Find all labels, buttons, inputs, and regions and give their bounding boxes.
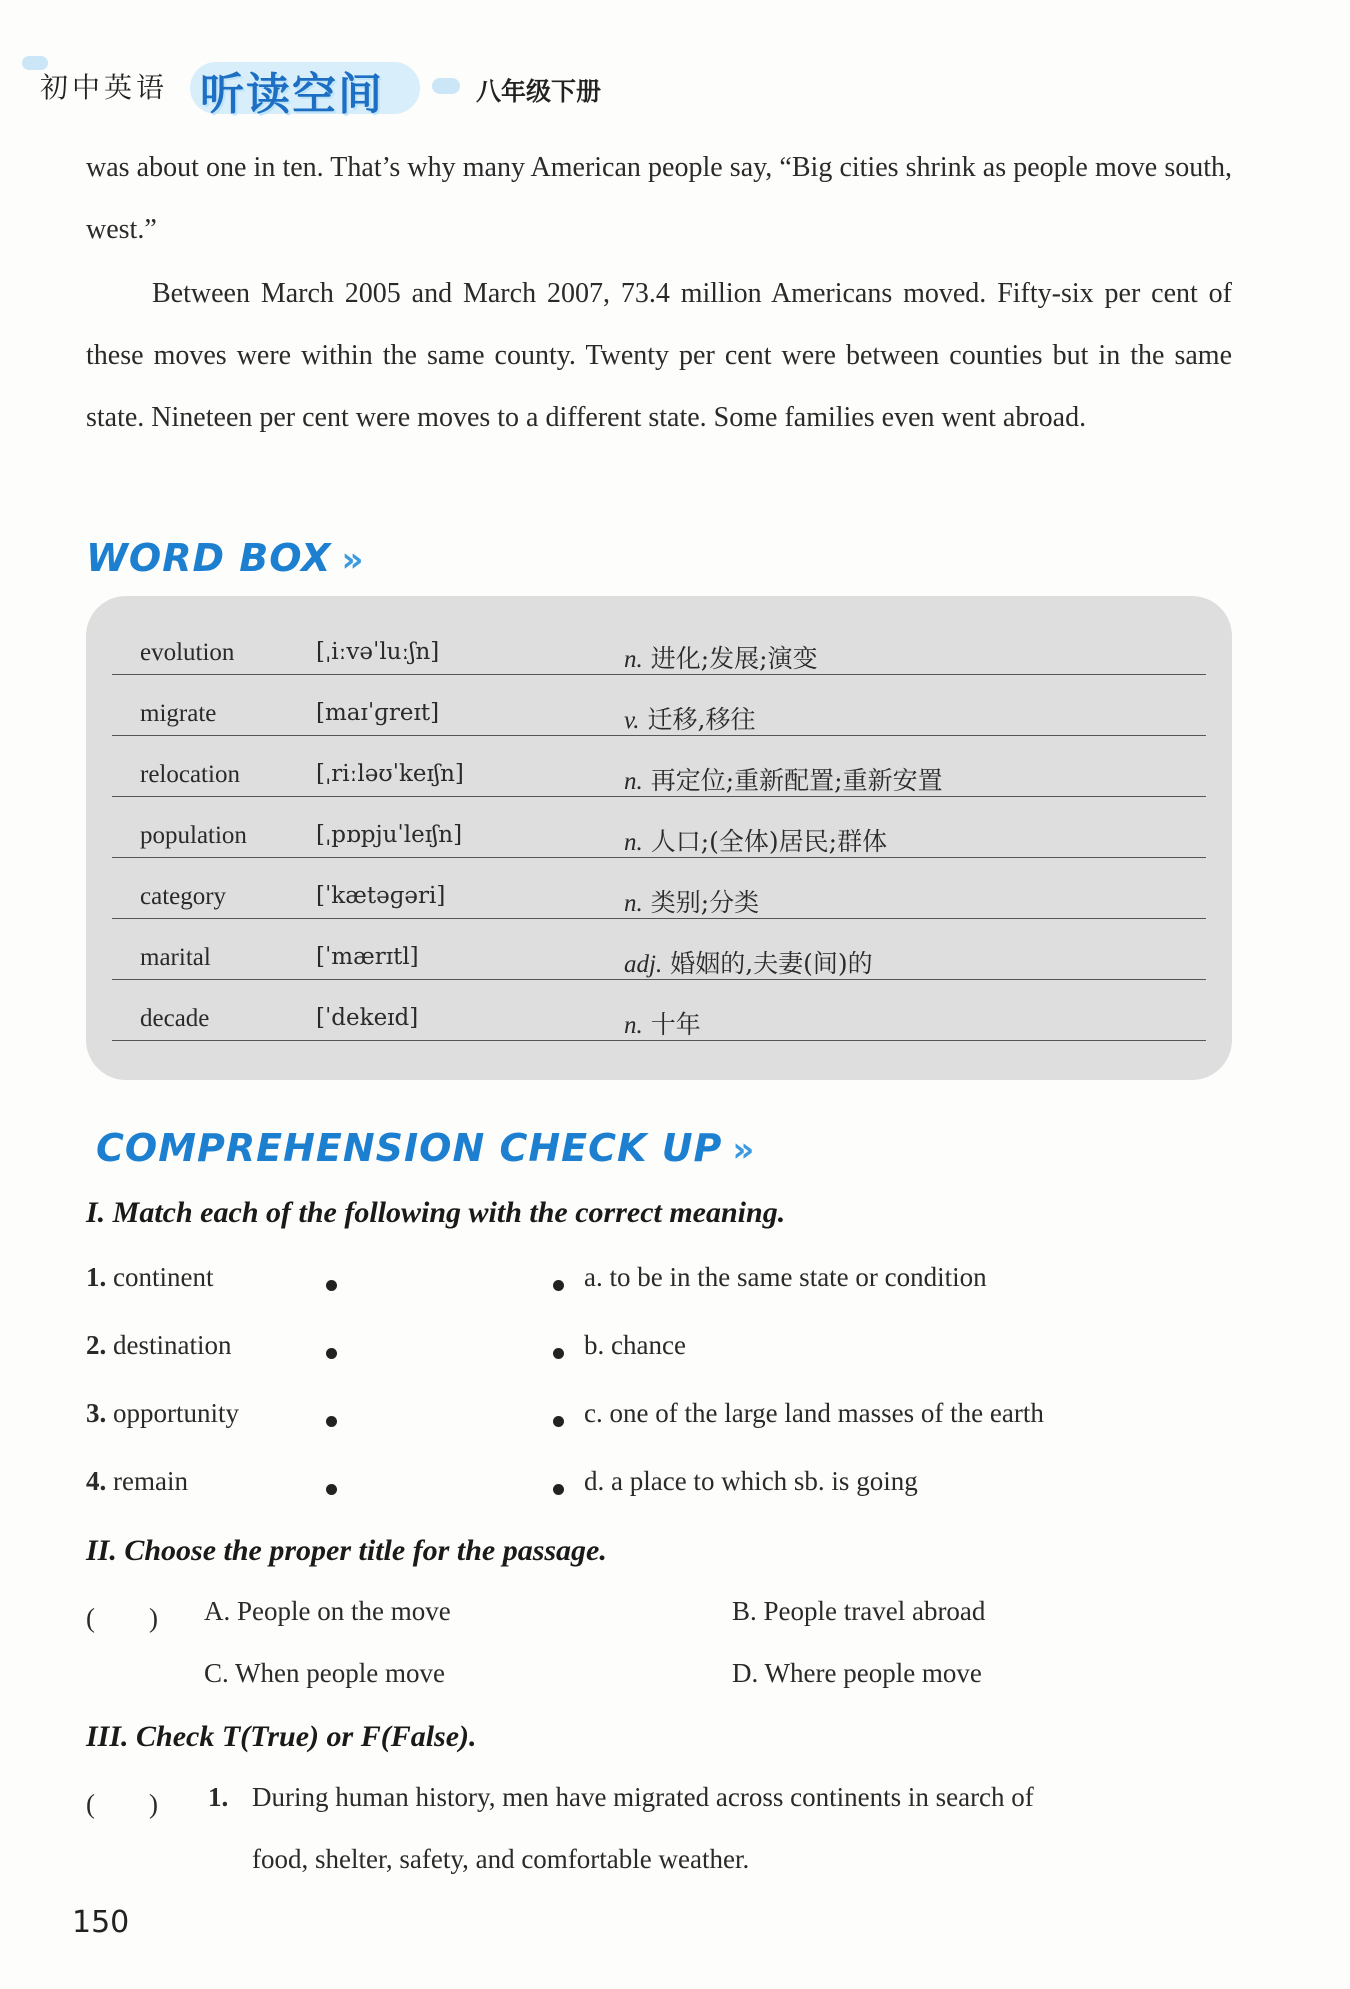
- match-dot-right[interactable]: [553, 1484, 564, 1495]
- item-text: remain: [113, 1466, 188, 1496]
- match-dot-right[interactable]: [553, 1348, 564, 1359]
- word: decade: [140, 1005, 210, 1032]
- word: population: [140, 822, 247, 849]
- word: marital: [140, 944, 211, 971]
- item-text: to be in the same state or condition: [609, 1262, 987, 1292]
- match-dot-left[interactable]: [326, 1484, 337, 1495]
- item-letter: c.: [584, 1398, 603, 1428]
- meaning: 婚姻的,夫妻(间)的: [670, 949, 873, 978]
- chevron-right-icon: »: [732, 1130, 756, 1170]
- phonetic: [ˈmærɪtl]: [316, 944, 419, 970]
- word-box-heading-text: WORD BOX: [86, 536, 332, 580]
- chevron-right-icon: »: [341, 540, 365, 580]
- match-right-item: [584, 1330, 686, 1361]
- match-dot-left[interactable]: [326, 1348, 337, 1359]
- match-dot-left[interactable]: [326, 1416, 337, 1427]
- word-entry: [112, 918, 1206, 980]
- part-of-speech: n.: [624, 890, 643, 917]
- comprehension-heading: [96, 1126, 755, 1170]
- match-right-item: [584, 1398, 1044, 1429]
- part-of-speech: n.: [624, 1012, 643, 1039]
- meaning: 类别;分类: [650, 888, 760, 917]
- match-left-item: [86, 1398, 239, 1429]
- word-box-heading: [86, 536, 364, 580]
- match-right-item: [584, 1466, 918, 1497]
- comprehension-heading-text: COMPREHENSION CHECK UP: [96, 1126, 723, 1170]
- item-text: destination: [113, 1330, 232, 1360]
- statement-line-1: During human history, men have migrated across continents in search of: [252, 1782, 1034, 1812]
- phonetic: [maɪˈɡreɪt]: [316, 700, 440, 726]
- item-text: one of the large land masses of the earth: [609, 1398, 1044, 1428]
- passage-paragraph-1: was about one in ten. That’s why many American people say, “Big cities shrink as people move south, west.”: [86, 152, 1232, 245]
- option-a: A. People on the move: [204, 1596, 451, 1626]
- meaning: 迁移,移往: [647, 705, 756, 734]
- phonetic: [ˌriːləʊˈkeɪʃn]: [316, 761, 464, 787]
- phonetic: [ˈdekeɪd]: [316, 1005, 419, 1031]
- definition: [624, 639, 818, 675]
- phonetic: [ˈkætəɡəri]: [316, 883, 446, 909]
- item-text: continent: [113, 1262, 214, 1292]
- meaning: 再定位;重新配置;重新安置: [650, 766, 943, 795]
- word-entry: [112, 674, 1206, 736]
- item-number: 2.: [86, 1330, 107, 1360]
- statement-line-2: food, shelter, safety, and comfortable weather.: [252, 1844, 750, 1874]
- definition: [624, 944, 873, 980]
- book-title-logo: 听读空间: [200, 69, 384, 120]
- option-c: C. When people move: [204, 1658, 445, 1688]
- phonetic: [ˌpɒpjuˈleɪʃn]: [316, 822, 463, 848]
- part-2-instruction: II. Choose the proper title for the passage.: [86, 1534, 607, 1567]
- meaning: 十年: [650, 1010, 701, 1039]
- match-left-item: [86, 1262, 213, 1293]
- word-entry: [112, 857, 1206, 919]
- definition: [624, 700, 755, 736]
- series-name: 初中英语: [40, 71, 169, 104]
- word: evolution: [140, 639, 235, 666]
- item-letter: b.: [584, 1330, 605, 1360]
- part-of-speech: n.: [624, 768, 643, 795]
- part-of-speech: n.: [624, 829, 643, 856]
- item-text: opportunity: [113, 1398, 239, 1428]
- statement-number: 1.: [208, 1782, 229, 1812]
- part-of-speech: n.: [624, 646, 643, 673]
- page-number: 150: [72, 1905, 130, 1940]
- item-text: a place to which sb. is going: [611, 1466, 918, 1496]
- item-number: 4.: [86, 1466, 107, 1496]
- match-dot-left[interactable]: [326, 1280, 337, 1291]
- meaning: 进化;发展;演变: [650, 644, 818, 673]
- grade-label: 八年级下册: [476, 77, 602, 106]
- definition: [624, 883, 759, 919]
- part-of-speech: adj.: [624, 951, 663, 978]
- item-number: 3.: [86, 1398, 107, 1428]
- part-1-instruction: I. Match each of the following with the correct meaning.: [86, 1196, 786, 1229]
- word: category: [140, 883, 227, 910]
- part-of-speech: v.: [624, 707, 640, 734]
- word-entry: [112, 796, 1206, 858]
- word-entry: [112, 735, 1206, 797]
- match-left-item: [86, 1330, 231, 1361]
- option-b: B. People travel abroad: [732, 1596, 986, 1626]
- item-letter: a.: [584, 1262, 603, 1292]
- item-text: chance: [611, 1330, 686, 1360]
- item-letter: d.: [584, 1466, 605, 1496]
- answer-bracket[interactable]: ( ): [86, 1789, 158, 1819]
- answer-bracket[interactable]: ( ): [86, 1603, 158, 1633]
- definition: [624, 761, 943, 797]
- word-entry: [112, 979, 1206, 1041]
- option-d: D. Where people move: [732, 1658, 982, 1688]
- passage-paragraph-2: Between March 2005 and March 2007, 73.4 million Americans moved. Fifty-six per cent of these moves were within the same county. Twenty per cent were between counties but in the same state. Nineteen per cent were moves to a different state. Some families even went abroad.: [86, 278, 1232, 433]
- item-number: 1.: [86, 1262, 107, 1292]
- match-dot-right[interactable]: [553, 1280, 564, 1291]
- definition: [624, 822, 887, 858]
- meaning: 人口;(全体)居民;群体: [650, 827, 888, 856]
- phonetic: [ˌiːvəˈluːʃn]: [316, 639, 440, 665]
- item-number: [208, 1782, 228, 1813]
- match-right-item: [584, 1262, 987, 1293]
- part-3-instruction: III. Check T(True) or F(False).: [86, 1720, 477, 1753]
- word: relocation: [140, 761, 240, 788]
- word: migrate: [140, 700, 217, 727]
- match-left-item: [86, 1466, 188, 1497]
- header-arrow-decoration: [432, 78, 460, 94]
- definition: [624, 1005, 701, 1041]
- word-entry: [112, 613, 1206, 675]
- match-dot-right[interactable]: [553, 1416, 564, 1427]
